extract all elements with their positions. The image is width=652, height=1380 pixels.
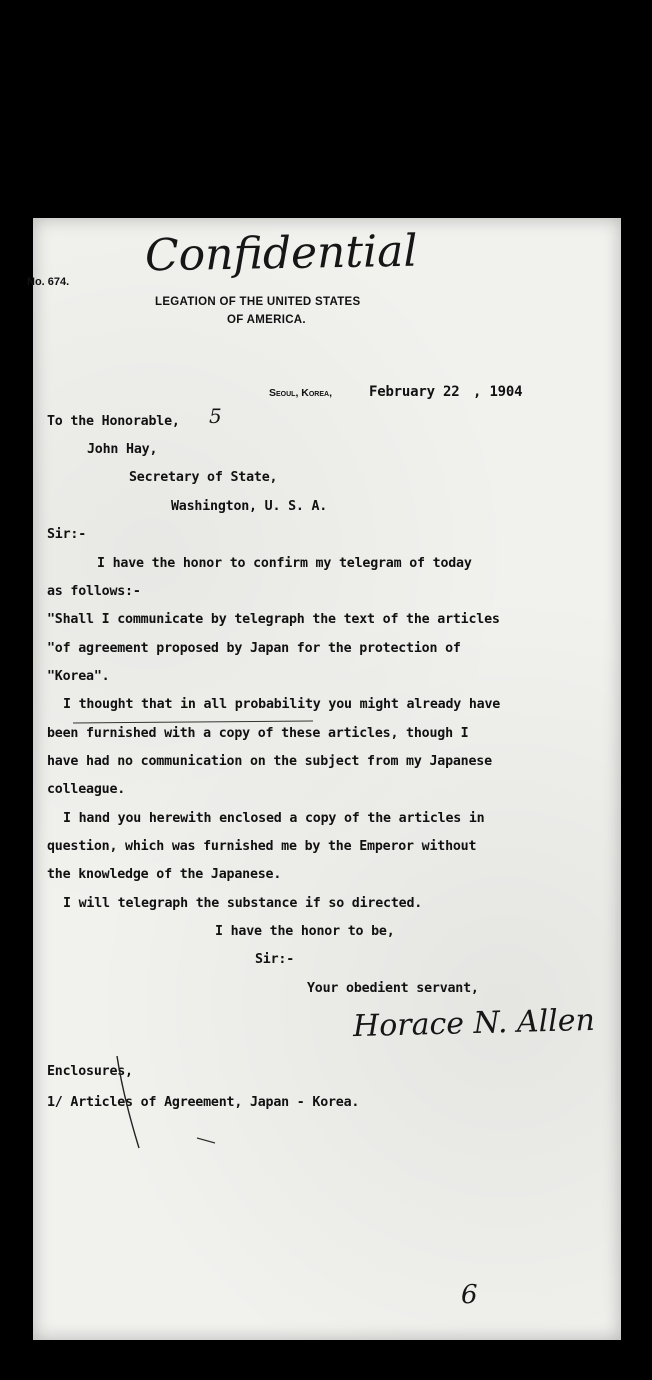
body-line: been furnished with a copy of these articles, though I	[47, 726, 469, 741]
underline-mark	[73, 721, 313, 723]
closing-line2: Sir:-	[255, 952, 295, 967]
closing-line1: I have the honor to be,	[215, 924, 395, 939]
pen-marks	[33, 218, 621, 1340]
letter-page	[27, 218, 621, 1340]
addressee-name: John Hay,	[87, 442, 158, 457]
addressee-title: Secretary of State,	[129, 470, 278, 485]
salutation-line: To the Honorable,	[47, 414, 180, 429]
addressee-location: Washington, U. S. A.	[171, 499, 328, 514]
margin-mark: 5	[209, 404, 222, 428]
confidential-stamp: Confidential	[144, 225, 418, 282]
body-line: have had no communication on the subject from my Japanese	[47, 754, 492, 769]
enclosure-item: 1/ Articles of Agreement, Japan - Korea.	[47, 1095, 360, 1110]
body-line: "Shall I communicate by telegraph the text of the articles	[47, 612, 500, 627]
letterhead-line1: LEGATION OF THE UNITED STATES	[155, 296, 361, 308]
document-number: No. 674.	[27, 276, 70, 288]
body-line: "of agreement proposed by Japan for the protection of	[47, 641, 461, 656]
body-line: question, which was furnished me by the Emperor without	[47, 839, 477, 854]
body-line: I hand you herewith enclosed a copy of the articles in	[63, 811, 485, 826]
pen-stroke	[197, 1138, 215, 1143]
body-line: colleague.	[47, 782, 126, 797]
pen-stroke	[117, 1056, 139, 1148]
date-year: , 1904	[473, 384, 523, 400]
greeting: Sir:-	[47, 527, 87, 542]
closing-line3: Your obedient servant,	[307, 981, 479, 996]
body-line: I will telegraph the substance if so directed.	[63, 896, 423, 911]
body-line: the knowledge of the Japanese.	[47, 867, 282, 882]
body-line: I thought that in all probability you might already have	[63, 697, 501, 712]
signature: Horace N. Allen	[352, 1002, 596, 1045]
body-line: as follows:-	[47, 584, 141, 599]
enclosures-heading: Enclosures,	[47, 1064, 133, 1079]
body-line: I have the honor to confirm my telegram of today	[97, 556, 472, 571]
place: Seoul, Korea,	[269, 387, 333, 399]
date-month-day: February 22	[369, 384, 460, 400]
page-mark: 6	[461, 1280, 478, 1310]
body-line: "Korea".	[47, 669, 110, 684]
letterhead-line2: OF AMERICA.	[227, 314, 306, 326]
